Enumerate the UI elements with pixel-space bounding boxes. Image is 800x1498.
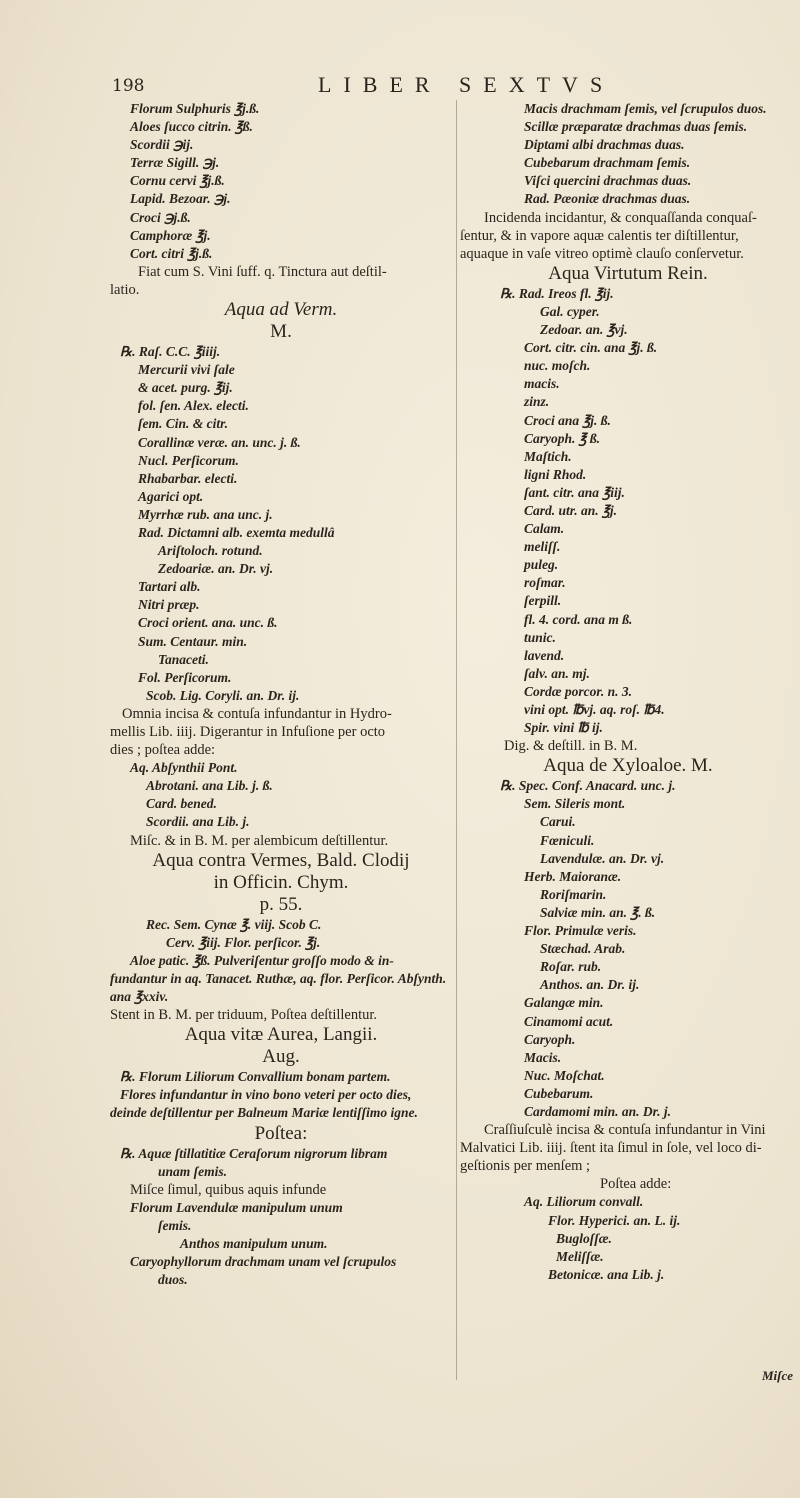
right-column-line: Poſtea adde:	[600, 1176, 672, 1193]
right-column-line: Betonicæ. ana Lib. j.	[548, 1266, 665, 1282]
right-column-line: Caryoph.	[524, 1031, 576, 1047]
left-column-line: fol. ſen. Alex. electi.	[138, 398, 249, 414]
left-column	[110, 100, 452, 1289]
page-number: 198	[112, 76, 145, 96]
left-column-line: Terræ Sigill. ℈j.	[130, 155, 220, 171]
left-column-line: Card. bened.	[146, 796, 217, 812]
right-column-line: Bugloſſæ.	[556, 1230, 612, 1246]
left-column-line: ana ℥xxiv.	[110, 989, 169, 1005]
left-column-line: Aq. Abſynthii Pont.	[130, 760, 238, 776]
left-column-line: Scordii. ana Lib. j.	[146, 814, 250, 830]
right-column-line: Salviæ min. an. ℥. ß.	[540, 904, 656, 920]
right-column-line: ligni Rhod.	[524, 466, 587, 482]
running-head: LIBER SEXTVS	[318, 72, 615, 97]
right-column-line: nuc. moſch.	[524, 358, 591, 374]
right-column-line: ſalv. an. mj.	[524, 665, 590, 681]
left-column-line: Aloe patic. ℥ß. Pulveriſentur groſſo modo & in-	[130, 952, 394, 968]
left-column-line: ℞. Aquæ ſtillatitiæ Ceraſorum nigrorum libram	[120, 1145, 388, 1161]
left-column-line: Florum Sulphuris ℥j.ß.	[130, 101, 260, 116]
right-column-line: Aqua de Xyloaloe. M.	[543, 755, 713, 777]
right-column-line: Viſci quercini drachmas duas.	[524, 173, 692, 189]
right-column-line: vini opt. ℔vj. aq. roſ. ℔4.	[524, 702, 665, 717]
right-column-line: ſentur, & in vapore aquæ calentis ter diſtillentur,	[460, 227, 739, 244]
left-column-line: Ariſtoloch. rotund.	[158, 543, 263, 559]
right-column-line: ſerpill.	[524, 593, 562, 609]
left-column-line: deinde deſtillentur per Balneum Mariæ lentiſſimo igne.	[110, 1105, 418, 1121]
right-column-line: Gal. cyper.	[540, 303, 600, 319]
left-column-line: M.	[270, 321, 292, 343]
left-column-line: Fol. Perſicorum.	[138, 669, 232, 685]
right-column-line: Nuc. Moſchat.	[524, 1067, 605, 1083]
right-column-line: Flor. Hyperici. an. L. ij.	[548, 1212, 681, 1228]
left-column-line: Tanaceti.	[158, 651, 209, 667]
right-column-line: ſant. citr. ana ℥iij.	[524, 484, 625, 500]
left-column-line: Croci orient. ana. unc. ß.	[138, 615, 278, 631]
left-column-line: Corallinæ veræ. an. unc. j. ß.	[138, 434, 301, 450]
left-column-line: ℞. Raſ. C.C. ℥iiij.	[120, 344, 221, 360]
left-column-line: Zedoariæ. an. Dr. vj.	[158, 561, 274, 577]
left-column-line: Mercurii vivi ſale	[138, 362, 235, 378]
left-column-line: Poſtea:	[254, 1122, 308, 1144]
right-column-line: Cordæ porcor. n. 3.	[524, 683, 633, 699]
right-column-line: Cubebarum drachmam ſemis.	[524, 155, 691, 171]
left-column-line: duos.	[158, 1272, 188, 1288]
right-column-line: Croci ana ℥j. ß.	[524, 412, 611, 428]
left-column-line: & acet. purg. ℥ij.	[138, 380, 233, 396]
left-column-line: Aqua ad Verm.	[224, 299, 338, 321]
left-column-line: Rad. Dictamni alb. exemta medullâ	[138, 524, 335, 540]
left-column-line: Florum Lavendulæ manipulum unum	[130, 1199, 343, 1215]
left-column-line: Cornu cervi ℥j.ß.	[130, 173, 225, 189]
left-column-line: Anthos manipulum unum.	[180, 1235, 328, 1251]
right-column-line: meliſſ.	[524, 539, 561, 555]
left-column-line: Aqua contra Vermes, Bald. Clodij	[152, 849, 410, 871]
left-column-line: Aloes ſucco citrin. ℥ß.	[130, 119, 253, 135]
right-column-line: fl. 4. cord. ana m ß.	[524, 611, 633, 627]
right-column-line: Caryoph. ℥ ß.	[524, 430, 601, 446]
right-column-line: Lavendulæ. an. Dr. vj.	[540, 850, 665, 866]
left-column-line: Croci ℈j.ß.	[130, 209, 191, 225]
right-column-line: aquaque in vaſe vitreo optimè clauſo conſervetur.	[460, 245, 744, 262]
left-column-line: Caryophyllorum drachmam unam vel ſcrupulos	[130, 1254, 397, 1270]
right-column-line: Craſſiuſculè incisa & contuſa infundantur in Vini	[484, 1122, 766, 1139]
left-column-line: Scob. Lig. Coryli. an. Dr. ij.	[146, 687, 300, 703]
right-column-line: Zedoar. an. ℥vj.	[540, 322, 628, 338]
right-column-line: tunic.	[524, 629, 556, 645]
left-column-line: p. 55.	[259, 893, 303, 915]
left-column-line: Miſce ſimul, quibus aquis infunde	[130, 1181, 327, 1198]
left-column-line: Myrrhæ rub. ana unc. j.	[138, 506, 273, 522]
right-column-line: Roſar. rub.	[540, 959, 602, 975]
right-column-line: puleg.	[524, 557, 559, 573]
left-column-line: Cerv. ℥iij. Flor. perſicor. ℥j.	[166, 934, 321, 950]
left-column-line: in Officin. Chym.	[213, 871, 349, 893]
right-column-line: Sem. Sileris mont.	[524, 796, 626, 812]
right-column-line: Cubebarum.	[524, 1085, 594, 1101]
right-column-line: Calam.	[524, 521, 565, 537]
right-column-line: Flor. Primulæ veris.	[524, 923, 637, 939]
left-column-line: Lapid. Bezoar. ℈j.	[130, 191, 231, 207]
right-column-line: Anthos. an. Dr. ij.	[540, 977, 640, 993]
right-column-line: geſtionis per menſem ;	[460, 1158, 591, 1175]
left-column-line: Aqua vitæ Aurea, Langii.	[184, 1024, 378, 1046]
left-column-line: latio.	[110, 281, 140, 298]
right-column-line: Maſtich.	[524, 448, 572, 464]
left-column-line: Scordii ℈ij.	[130, 137, 194, 153]
left-column-line: Cort. citri ℥j.ß.	[130, 245, 213, 261]
right-column-line: Galangæ min.	[524, 995, 604, 1011]
left-column-line: dies ; poſtea adde:	[110, 742, 216, 759]
right-column-line: Cort. citr. cin. ana ℥j. ß.	[524, 340, 658, 356]
right-column-line: Malvatici Lib. iiij. ſtent ita ſimul in ſole, vel loco di-	[460, 1140, 762, 1157]
right-column-line: Scillæ præparatæ drachmas duas ſemis.	[524, 119, 748, 135]
left-column-line: Aug.	[262, 1046, 300, 1068]
right-column-line: Meliſſæ.	[556, 1248, 604, 1264]
right-column-line: Macis drachmam ſemis, vel ſcrupulos duos.	[524, 101, 767, 116]
right-column-line: Aq. Liliorum convall.	[524, 1194, 644, 1210]
left-column-line: Flores infundantur in vino bono veteri per octo dies,	[120, 1087, 412, 1103]
left-column-line: mellis Lib. iiij. Digerantur in Infuſione per octo	[110, 724, 386, 740]
catchword: Miſce	[762, 1368, 794, 1383]
right-column-line: Stæchad. Arab.	[540, 941, 626, 957]
right-column-line: ℞. Rad. Ireos fl. ℥ij.	[500, 285, 614, 301]
right-column-line: Spir. vini ℔ ij.	[524, 720, 603, 736]
right-column-line: Herb. Maioranæ.	[524, 868, 622, 884]
left-column-line: Nitri præp.	[138, 597, 200, 613]
right-column-line: roſmar.	[524, 575, 566, 591]
left-column-line: fundantur in aq. Tanacet. Ruthæ, aq. flor. Perſicor. Abſynth.	[110, 970, 447, 986]
right-column-line: ℞. Spec. Conf. Anacard. unc. j.	[500, 778, 676, 794]
left-column-line: Rhabarbar. electi.	[138, 470, 238, 486]
right-column-line: lavend.	[524, 647, 565, 663]
left-column-line: ſem. Cin. & citr.	[138, 416, 229, 432]
right-column-line: Dig. & deſtill. in B. M.	[504, 738, 638, 755]
right-column-line: Roriſmarin.	[540, 886, 607, 902]
right-column-line: Carui.	[540, 814, 576, 830]
left-column-line: unam ſemis.	[158, 1163, 228, 1179]
left-column-line: Miſc. & in B. M. per alembicum deſtillentur.	[130, 832, 389, 849]
right-column-line: Cinamomi acut.	[524, 1013, 614, 1029]
left-column-line: Fiat cum S. Vini ſuff. q. Tinctura aut deſtil-	[138, 263, 387, 280]
column-rule	[456, 100, 457, 1380]
left-column-line: Rec. Sem. Cynæ ℥. viij. Scob C.	[146, 916, 322, 932]
right-column-line: Aqua Virtutum Rein.	[548, 262, 708, 284]
left-column-line: Camphoræ ℥j.	[130, 227, 211, 243]
left-column-line: ſemis.	[158, 1217, 192, 1233]
left-column-line: Omnia incisa & contuſa infundantur in Hydro-	[122, 705, 392, 722]
left-column-line: ℞. Florum Liliorum Convallium bonam partem.	[120, 1069, 391, 1085]
right-column-line: Fœniculi.	[540, 832, 595, 848]
right-column-line: Incidenda incidantur, & conquaſſanda conquaſ-	[484, 209, 757, 226]
left-column-line: Sum. Centaur. min.	[138, 633, 248, 649]
left-column-line: Abrotani. ana Lib. j. ß.	[146, 778, 273, 794]
left-column-line: Tartari alb.	[138, 579, 201, 595]
left-column-line: Stent in B. M. per triduum, Poſtea deſtillentur.	[110, 1007, 378, 1024]
right-column-line: Card. utr. an. ℥j.	[524, 502, 617, 518]
left-column-line: Nucl. Perſicorum.	[138, 452, 239, 468]
right-column-line: macis.	[524, 376, 560, 392]
right-column-line: Rad. Pæoniæ drachmas duas.	[524, 191, 691, 207]
right-column-line: Cardamomi min. an. Dr. j.	[524, 1103, 672, 1119]
right-column-line: zinz.	[524, 394, 550, 410]
left-column-line: Agarici opt.	[138, 488, 204, 504]
right-column-line: Diptami albi drachmas duas.	[524, 137, 685, 153]
right-column-line: Macis.	[524, 1049, 562, 1065]
right-column	[460, 100, 796, 1284]
